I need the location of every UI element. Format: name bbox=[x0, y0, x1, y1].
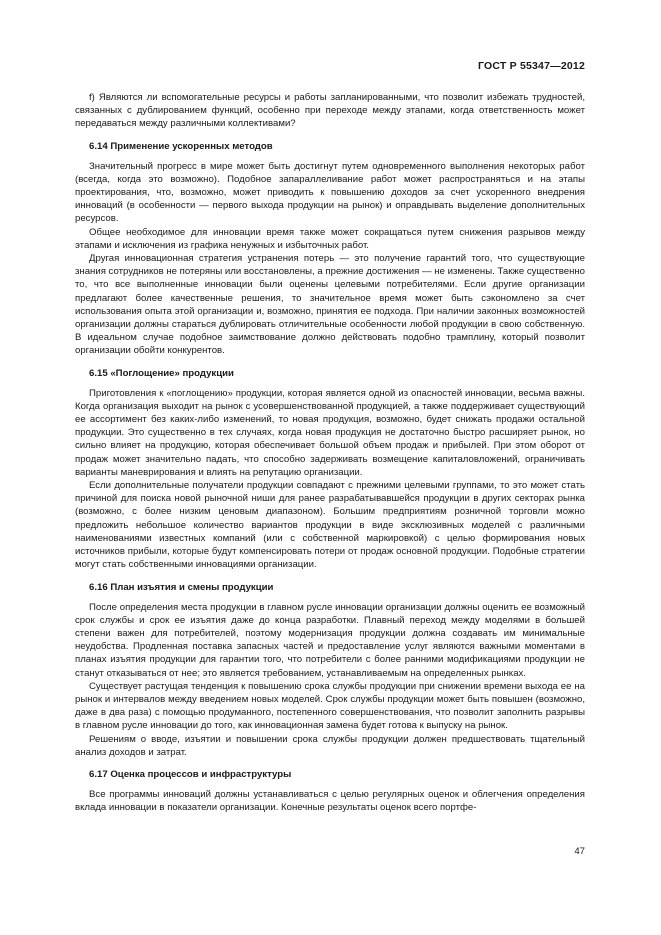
standard-header: ГОСТ Р 55347—2012 bbox=[477, 60, 585, 72]
paragraph: После определения места продукции в главном русле инновации организации должны оценить ее возможный срок службы и срок ее изъятия даже до конца разработки. Плавный переход между моделями в большей степени важен для потребителей, поэтому модернизация продукции должна создавать им минимальные неудобства. Продленная поставка запасных частей и предоставление услуг являются важными моментами в планах изъятия продукции для гарантии того, что потребители с более ранними модификациями продукции не станут отказываться от нее; это является требованием, устанавливаемым на определенных рынках. bbox=[75, 601, 585, 679]
paragraph: Другая инновационная стратегия устранения потерь — это получение гарантий того, что существующие знания сотрудников не потеряны или восстановлены, а прежние достижения — не изменены. Также существенно то, что все выполненные инновации были оценены целевыми потребителями. Если другие организации предлагают более качественные решения, то значительное время может быть сэкономлено за счет использования опыта этой организации и, возможно, принятия ее подхода. При наличии законных возможностей организации должны стараться дублировать отличительные особенности любой продукции в свою собственную. В идеальном случае подобное заимствование должно действовать подобно трамплину, который позволит организации обойти конкурентов. bbox=[75, 253, 585, 357]
page-number: 47 bbox=[574, 846, 585, 857]
section-heading-6-15: 6.15 «Поглощение» продукции bbox=[89, 367, 234, 379]
section-heading-6-14: 6.14 Применение ускоренных методов bbox=[89, 140, 273, 152]
section-heading-6-17: 6.17 Оценка процессов и инфраструктуры bbox=[89, 768, 292, 780]
section-heading-6-16: 6.16 План изъятия и смены продукции bbox=[89, 581, 274, 593]
paragraph: Решениям о вводе, изъятии и повышении срока службы продукции должен предшествовать тщательный анализ доходов и затрат. bbox=[75, 733, 585, 758]
paragraph: Если дополнительные получатели продукции совпадают с прежними целевыми группами, то это может стать причиной для поиска новой рыночной ниши для ранее разрабатывавшейся продукции в других секторах рынка (возможно, с более низким ценовым диапазоном). Большим предприятиям розничной торговли можно предложить небольшое количество вариантов продукции в виде эксклюзивных моделей с различными наименованиями известных компаний (или с собственной маркировкой) с целью формирования новых источников прибыли, которые будут компенсировать потери от продаж основной продукции. Подобные стратегии могут стать собственными инновациями организации. bbox=[75, 480, 585, 571]
paragraph: Существует растущая тенденция к повышению срока службы продукции при снижении времени выхода ее на рынок и интервалов между введением новых моделей. Срок службы продукции может быть повышен (возможно, даже в два раза) с помощью продуманного, постепенного совершенствования, что позволит заполнить разрывы в главном русле инновации до того, как инновационная замена будет готова к выпуску на рынок. bbox=[75, 680, 585, 732]
paragraph: Значительный прогресс в мире может быть достигнут путем одновременного выполнения некоторых работ (всегда, когда это возможно). Подобное запараллеливание работ может распространяться и на этапы проектирования, что, возможно, может приводить к повышению доходов за счет ускоренного внедрения инноваций (в особенности — первого выхода продукции на рынок) и оправдывать выделение дополнительных ресурсов. bbox=[75, 160, 585, 225]
paragraph: Общее необходимое для инновации время также может сокращаться путем снижения разрывов между этапами и исключения из графика ненужных и избыточных работ. bbox=[75, 226, 585, 251]
paragraph: Все программы инноваций должны устанавливаться с целью регулярных оценок и облегчения определения вклада инновации в показатели организации. Конечные результаты оценок всего портфе- bbox=[75, 788, 585, 814]
page-content bbox=[75, 91, 585, 814]
paragraph: Приготовления к «поглощению» продукции, которая является одной из опасностей инновации, весьма важны. Когда организация выходит на рынок с усовершенствованной продукцией, а также поддерживает существующий ее ассортимент без каких-либо изменений, то новая продукция, возможно, будет снижать продажи остальной продукции. Это существенно в тех случаях, когда новая продукция не достаточно быстро расширяет рынок, но сильно влияет на продукцию, которая обеспечивает большой объем продаж и прибылей. При этом оборот от продаж может значительно падать, что способно задерживать возмещение капиталовложений, ограничивать варианты маневрирования и влиять на репутацию организации. bbox=[75, 387, 585, 478]
paragraph-f: f) Являются ли вспомогательные ресурсы и работы запланированными, что позволит избежать трудностей, связанных с дублированием функций, особенно при переходе между этапами, когда ответственность может передаваться между различными коллективами? bbox=[75, 92, 585, 130]
